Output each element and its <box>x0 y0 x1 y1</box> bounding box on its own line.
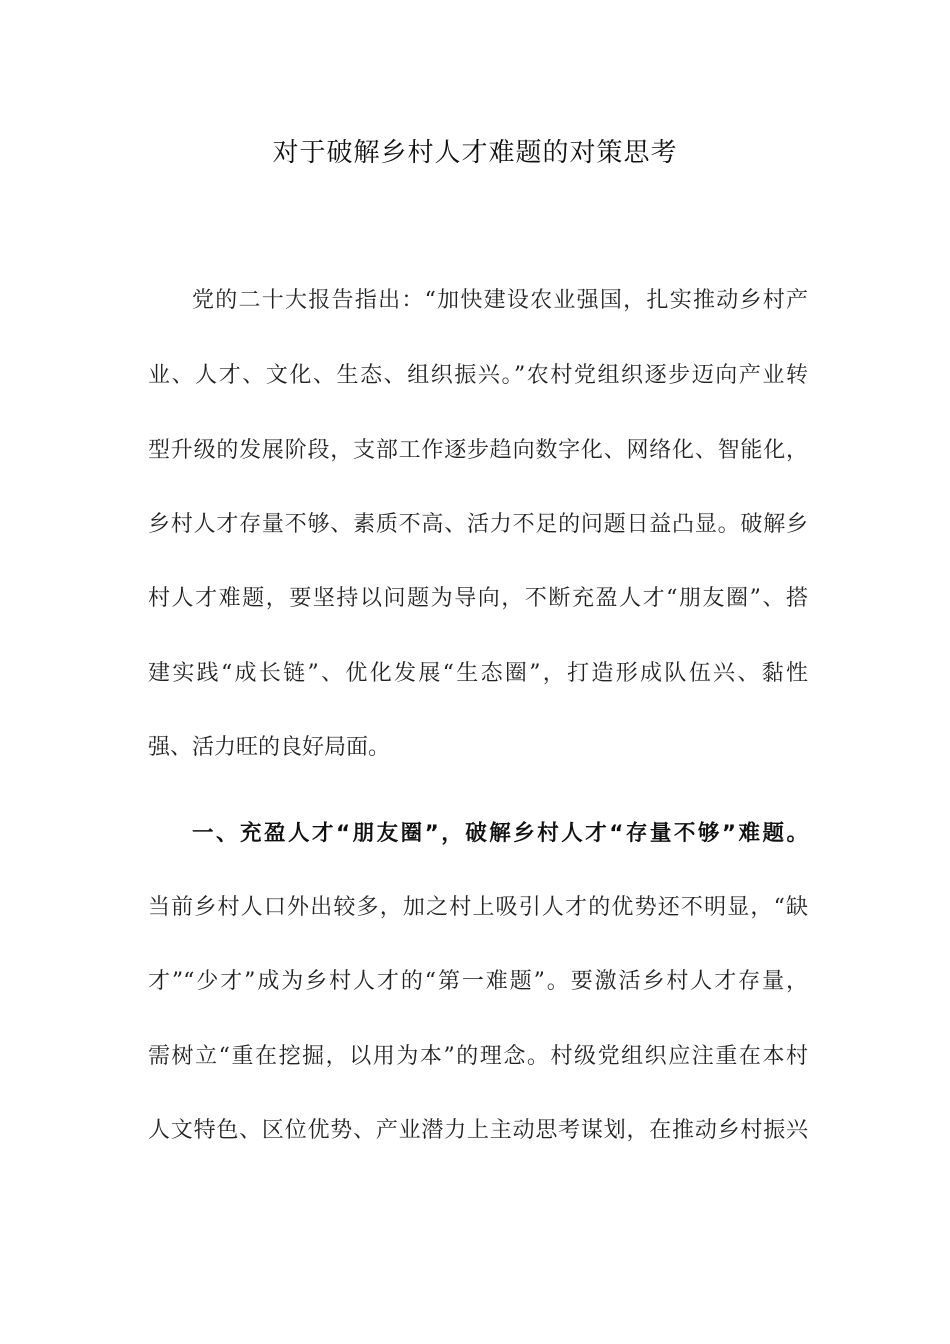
document-title: 对于破解乡村人才难题的对策思考 <box>272 138 678 168</box>
paragraph-line: 才”“少才”成为乡村人才的“第一难题”。要激活乡村人才存量， <box>148 969 808 994</box>
paragraph-line: 强、活力旺的良好局面。 <box>148 735 391 760</box>
paragraph-line: 建实践“成长链”、优化发展“生态圈”，打造形成队伍兴、黏性 <box>148 661 808 686</box>
paragraph-line: 村人才难题，要坚持以问题为导向，不断充盈人才“朋友圈”、搭 <box>148 586 808 611</box>
section-heading: 一、充盈人才“朋友圈”，破解乡村人才“存量不够”难题。 <box>192 821 808 846</box>
paragraph-line: 型升级的发展阶段，支部工作逐步趋向数字化、网络化、智能化， <box>148 438 808 463</box>
paragraph-line: 当前乡村人口外出较多，加之村上吸引人才的优势还不明显，“缺 <box>148 895 808 920</box>
paragraph-line: 乡村人才存量不够、素质不高、活力不足的问题日益凸显。破解乡 <box>148 512 808 537</box>
paragraph-line: 业、人才、文化、生态、组织振兴。”农村党组织逐步迈向产业转 <box>148 363 808 388</box>
paragraph-line: 需树立“重在挖掘，以用为本”的理念。村级党组织应注重在本村 <box>148 1044 808 1069</box>
paragraph-line: 人文特色、区位优势、产业潜力上主动思考谋划，在推动乡村振兴 <box>148 1118 808 1143</box>
paragraph-line: 党的二十大报告指出：“加快建设农业强国，扎实推动乡村产 <box>192 288 808 313</box>
